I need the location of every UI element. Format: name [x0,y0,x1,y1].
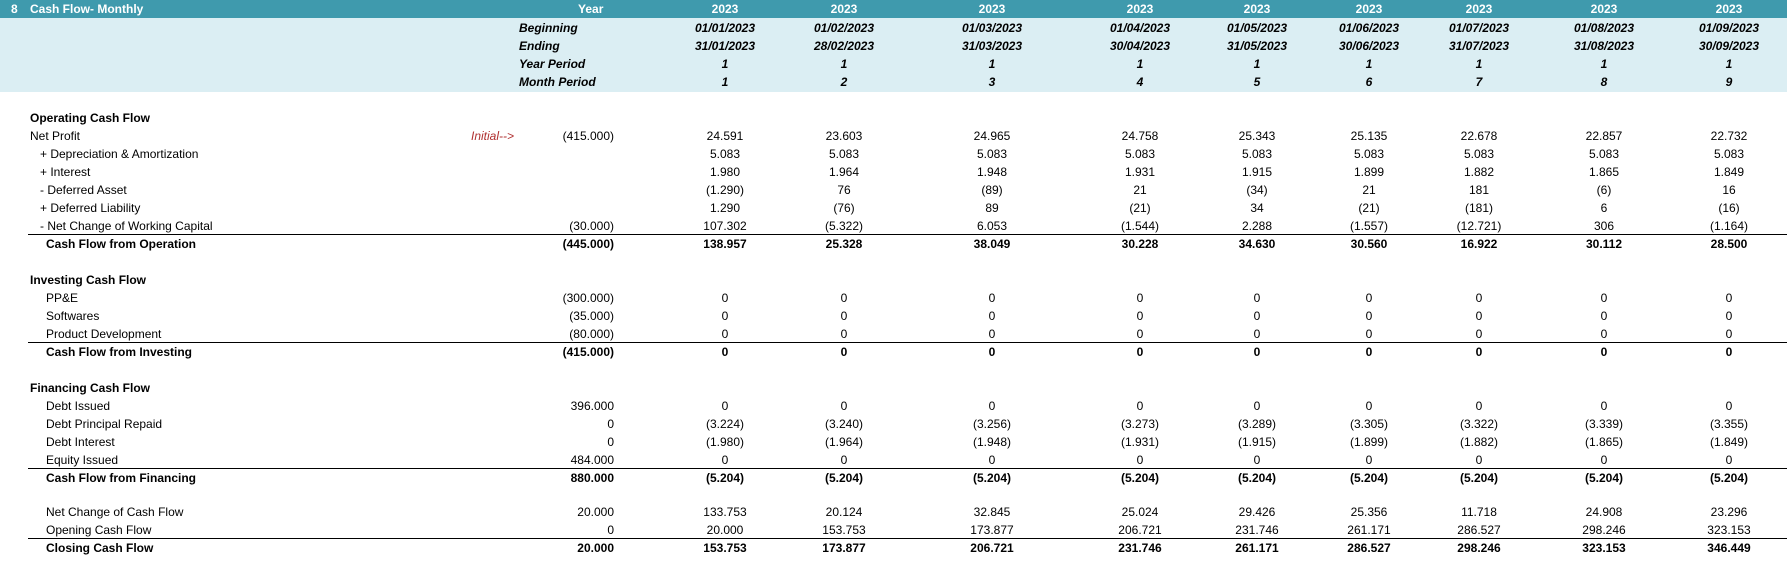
cell-value: 1.899 [1353,165,1385,179]
cell-value: 298.246 [1457,541,1501,555]
cell-value: 286.527 [1457,523,1501,537]
cell-value: 0 [1136,399,1144,413]
cell-value: 23.603 [825,129,863,143]
cell-value: 0 [1136,327,1144,341]
cell-value: 231.746 [1118,541,1162,555]
cell-value: 76 [837,183,851,197]
cell-value: (1.899) [1349,435,1389,449]
initial-value: 0 [607,435,614,449]
cell-value: (5.204) [1349,471,1389,485]
cell-value: (3.339) [1584,417,1624,431]
cell-value: 5.083 [1241,147,1273,161]
cell-value: (6) [1596,183,1612,197]
cell-value: 5.083 [1124,147,1156,161]
ending-label: Ending [519,39,560,53]
ending-cell: 30/06/2023 [1338,39,1400,53]
cell-value: (1.557) [1349,219,1389,233]
cell-value: 0 [1475,327,1483,341]
beginning-cell: 01/03/2023 [961,21,1023,35]
cell-value: (1.882) [1459,435,1499,449]
cell-value: 0 [840,327,848,341]
cell-value: 32.845 [973,505,1011,519]
cell-value: 0 [721,399,729,413]
total-rule [28,538,1787,539]
cell-value: 0 [1365,291,1373,305]
cell-value: (5.204) [1709,471,1749,485]
cell-value: 22.732 [1710,129,1748,143]
cell-value: 298.246 [1582,523,1626,537]
cell-value: 20.000 [706,523,744,537]
cell-value: 286.527 [1347,541,1391,555]
row-label: Net Change of Cash Flow [46,505,184,519]
cell-value: 25.135 [1350,129,1388,143]
cell-value: (5.322) [824,219,864,233]
cell-value: 0 [1253,345,1261,359]
year-cell: 2023 [1590,2,1618,16]
cell-value: 28.500 [1710,237,1748,251]
cell-value: 0 [1365,399,1373,413]
cell-value: (1.931) [1120,435,1160,449]
year-cell: 2023 [1243,2,1271,16]
row-label: + Depreciation & Amortization [40,147,199,161]
cell-value: (12.721) [1456,219,1502,233]
cell-value: 34 [1250,201,1264,215]
cell-value: 5.083 [1463,147,1495,161]
cell-value: 181 [1468,183,1490,197]
ending-cell: 30/09/2023 [1698,39,1760,53]
month-period-cell: 1 [721,75,729,89]
row-label: Debt Principal Repaid [46,417,163,431]
cell-value: 30.228 [1121,237,1159,251]
cell-value: (3.289) [1237,417,1277,431]
month-period-cell: 7 [1475,75,1483,89]
cell-value: 206.721 [1118,523,1162,537]
year-cell: 2023 [830,2,858,16]
cell-value: 6.053 [976,219,1008,233]
cell-value: 0 [1365,327,1373,341]
cell-value: 346.449 [1707,541,1751,555]
cell-value: 0 [988,453,996,467]
cell-value: 0 [721,327,729,341]
cell-value: 0 [1725,453,1733,467]
cell-value: (181) [1464,201,1494,215]
cell-value: (16) [1718,201,1740,215]
cell-value: 0 [1475,291,1483,305]
cell-value: 0 [1600,399,1608,413]
beginning-cell: 01/08/2023 [1573,21,1635,35]
cell-value: 0 [1253,291,1261,305]
cell-value: 0 [1136,453,1144,467]
year-period-cell: 1 [1475,57,1483,71]
cell-value: 0 [1475,399,1483,413]
cell-value: 261.171 [1235,541,1279,555]
cell-value: (1.290) [705,183,745,197]
cell-value: 24.908 [1585,505,1623,519]
total-label: Closing Cash Flow [46,541,154,555]
year-period-cell: 1 [1725,57,1733,71]
cell-value: 25.328 [825,237,863,251]
initial-value: 20.000 [577,505,614,519]
cell-value: 0 [1475,453,1483,467]
year-cell: 2023 [978,2,1006,16]
section-title: Investing Cash Flow [30,273,147,287]
cell-value: (5.204) [1459,471,1499,485]
cell-value: 30.112 [1585,237,1623,251]
cell-value: 0 [1600,453,1608,467]
year-label: Year [578,2,604,16]
cell-value: 20.124 [825,505,863,519]
cell-value: 323.153 [1707,523,1751,537]
ending-cell: 30/04/2023 [1109,39,1171,53]
cell-value: 25.024 [1121,505,1159,519]
cell-value: 5.083 [976,147,1008,161]
cell-value: 0 [1600,327,1608,341]
sheet-title: Cash Flow- Monthly [30,2,144,16]
cell-value: 0 [721,345,729,359]
cell-value: 1.931 [1124,165,1156,179]
cell-value: 0 [1136,309,1144,323]
cell-value: 5.083 [828,147,860,161]
cell-value: 0 [721,453,729,467]
cell-value: 231.746 [1235,523,1279,537]
beginning-cell: 01/06/2023 [1338,21,1400,35]
cell-value: (1.948) [972,435,1012,449]
row-label: Debt Issued [46,399,111,413]
cell-value: 0 [840,399,848,413]
beginning-cell: 01/02/2023 [813,21,875,35]
cell-value: 206.721 [970,541,1014,555]
cell-value: 22.678 [1460,129,1498,143]
cell-value: (3.256) [972,417,1012,431]
cell-value: 0 [840,309,848,323]
cell-value: 0 [1725,291,1733,305]
cell-value: 0 [1136,291,1144,305]
row-label: Equity Issued [46,453,119,467]
initial-value: (35.000) [569,309,614,323]
cell-value: (21) [1129,201,1151,215]
cell-value: 0 [840,345,848,359]
ending-cell: 31/08/2023 [1573,39,1635,53]
beginning-cell: 01/01/2023 [694,21,756,35]
cell-value: (3.224) [705,417,745,431]
cell-value: 1.849 [1713,165,1745,179]
cell-value: (3.273) [1120,417,1160,431]
cell-value: 0 [1253,327,1261,341]
initial-marker: Initial--> [471,129,515,143]
cell-value: 1.865 [1588,165,1620,179]
beginning-cell: 01/04/2023 [1109,21,1171,35]
cell-value: 34.630 [1238,237,1276,251]
cell-value: 0 [1365,309,1373,323]
cell-value: 1.915 [1241,165,1273,179]
cell-value: 1.948 [976,165,1008,179]
cell-value: (5.204) [972,471,1012,485]
row-label: + Deferred Liability [40,201,141,215]
initial-value: (80.000) [569,327,614,341]
year-period-cell: 1 [1253,57,1261,71]
month-period-cell: 6 [1365,75,1373,89]
cell-value: (89) [981,183,1003,197]
cell-value: 24.965 [973,129,1011,143]
row-label: Softwares [46,309,100,323]
cell-value: 1.290 [709,201,741,215]
cell-value: 1.964 [828,165,860,179]
year-period-cell: 1 [1136,57,1144,71]
cell-value: 0 [1725,399,1733,413]
cell-value: 5.083 [709,147,741,161]
year-period-cell: 1 [840,57,848,71]
cell-value: 0 [1600,345,1608,359]
cell-value: 173.877 [822,541,866,555]
cell-value: 16.922 [1460,237,1498,251]
section-title: Financing Cash Flow [30,381,151,395]
beginning-cell: 01/05/2023 [1226,21,1288,35]
cell-value: 0 [721,309,729,323]
total-label: Cash Flow from Investing [46,345,193,359]
cell-value: 25.356 [1350,505,1388,519]
header-band [0,18,1787,92]
ending-cell: 31/05/2023 [1226,39,1288,53]
cell-value: 24.591 [706,129,744,143]
total-rule [28,234,1787,235]
initial-value: 20.000 [577,541,614,555]
section-number: 8 [11,2,18,16]
cell-value: (1.865) [1584,435,1624,449]
year-cell: 2023 [1465,2,1493,16]
cell-value: 16 [1722,183,1736,197]
cell-value: 153.753 [822,523,866,537]
cell-value: (1.964) [824,435,864,449]
cell-value: 0 [988,345,996,359]
year-cell: 2023 [1126,2,1154,16]
ending-cell: 31/07/2023 [1448,39,1510,53]
initial-value: (415.000) [562,129,614,143]
cell-value: 0 [840,291,848,305]
cell-value: 0 [1725,327,1733,341]
cell-value: 24.758 [1121,129,1159,143]
cell-value: (5.204) [824,471,864,485]
cell-value: (76) [833,201,855,215]
cell-value: 0 [1136,345,1144,359]
cell-value: (3.240) [824,417,864,431]
initial-value: 484.000 [570,453,614,467]
ending-cell: 31/01/2023 [694,39,756,53]
cell-value: 0 [988,327,996,341]
initial-value: (300.000) [562,291,614,305]
initial-value: (445.000) [562,237,614,251]
initial-value: 0 [607,523,614,537]
cell-value: 22.857 [1585,129,1623,143]
total-rule [28,468,1787,469]
total-label: Cash Flow from Operation [46,237,197,251]
initial-value: (415.000) [562,345,614,359]
ending-cell: 28/02/2023 [813,39,875,53]
cell-value: (5.204) [1584,471,1624,485]
cell-value: 0 [1253,399,1261,413]
cell-value: 0 [721,291,729,305]
cell-value: (1.849) [1709,435,1749,449]
cell-value: 323.153 [1582,541,1626,555]
cell-value: (5.204) [1237,471,1277,485]
cell-value: (5.204) [1120,471,1160,485]
initial-value: 396.000 [570,399,614,413]
initial-value: 880.000 [570,471,614,485]
cell-value: 261.171 [1347,523,1391,537]
month-period-cell: 2 [840,75,848,89]
cell-value: 6 [1600,201,1608,215]
cell-value: 25.343 [1238,129,1276,143]
cell-value: 138.957 [703,237,747,251]
cell-value: 5.083 [1353,147,1385,161]
cell-value: 0 [988,309,996,323]
cell-value: 0 [988,291,996,305]
cell-value: 29.426 [1238,505,1276,519]
cell-value: (1.164) [1709,219,1749,233]
cell-value: 21 [1362,183,1376,197]
year-period-cell: 1 [988,57,996,71]
cell-value: 107.302 [703,219,747,233]
month-period-cell: 5 [1253,75,1261,89]
cell-value: 5.083 [1588,147,1620,161]
cell-value: 0 [1600,309,1608,323]
month-period-cell: 9 [1725,75,1733,89]
month-period-cell: 3 [988,75,996,89]
cell-value: (3.355) [1709,417,1749,431]
year-cell: 2023 [1715,2,1743,16]
cell-value: 0 [1725,345,1733,359]
year-period-cell: 1 [721,57,729,71]
cell-value: 23.296 [1710,505,1748,519]
row-label: - Net Change of Working Capital [40,219,213,233]
cell-value: (3.305) [1349,417,1389,431]
initial-value: 0 [607,417,614,431]
cell-value: 0 [1475,309,1483,323]
year-cell: 2023 [1355,2,1383,16]
cell-value: 89 [985,201,999,215]
row-label: Net Profit [30,129,81,143]
row-label: Product Development [46,327,162,341]
cell-value: 153.753 [703,541,747,555]
cell-value: (1.915) [1237,435,1277,449]
cell-value: 0 [840,453,848,467]
cell-value: 1.882 [1463,165,1495,179]
cell-value: 0 [1475,345,1483,359]
cell-value: 21 [1133,183,1147,197]
cell-value: 0 [1365,345,1373,359]
row-label: - Deferred Asset [40,183,127,197]
cell-value: 133.753 [703,505,747,519]
month-period-cell: 8 [1600,75,1608,89]
cell-value: 0 [1253,309,1261,323]
beginning-cell: 01/07/2023 [1448,21,1510,35]
cell-value: 11.718 [1461,505,1497,519]
year-period-cell: 1 [1600,57,1608,71]
cell-value: 0 [1253,453,1261,467]
cell-value: (1.980) [705,435,745,449]
section-title: Operating Cash Flow [30,111,151,125]
row-label: + Interest [40,165,91,179]
cell-value: 306 [1593,219,1615,233]
cell-value: 30.560 [1350,237,1388,251]
cell-value: 0 [988,399,996,413]
total-label: Cash Flow from Financing [46,471,197,485]
cell-value: 0 [1725,309,1733,323]
year-period-label: Year Period [519,57,586,71]
year-cell: 2023 [711,2,739,16]
cell-value: 2.288 [1241,219,1273,233]
row-label: Debt Interest [46,435,115,449]
month-period-cell: 4 [1136,75,1144,89]
cell-value: 0 [1600,291,1608,305]
row-label: PP&E [46,291,79,305]
total-rule [28,342,1787,343]
cell-value: 0 [1365,453,1373,467]
cell-value: 173.877 [970,523,1014,537]
beginning-cell: 01/09/2023 [1698,21,1760,35]
year-period-cell: 1 [1365,57,1373,71]
cell-value: (21) [1358,201,1380,215]
cell-value: (3.322) [1459,417,1499,431]
title-bar [0,0,1787,18]
month-period-label: Month Period [519,75,596,89]
ending-cell: 31/03/2023 [961,39,1023,53]
cell-value: 1.980 [709,165,741,179]
cell-value: (1.544) [1120,219,1160,233]
cell-value: 38.049 [973,237,1011,251]
row-label: Opening Cash Flow [46,523,152,537]
cell-value: (5.204) [705,471,745,485]
cell-value: (34) [1246,183,1268,197]
initial-value: (30.000) [569,219,614,233]
cell-value: 5.083 [1713,147,1745,161]
beginning-label: Beginning [519,21,578,35]
